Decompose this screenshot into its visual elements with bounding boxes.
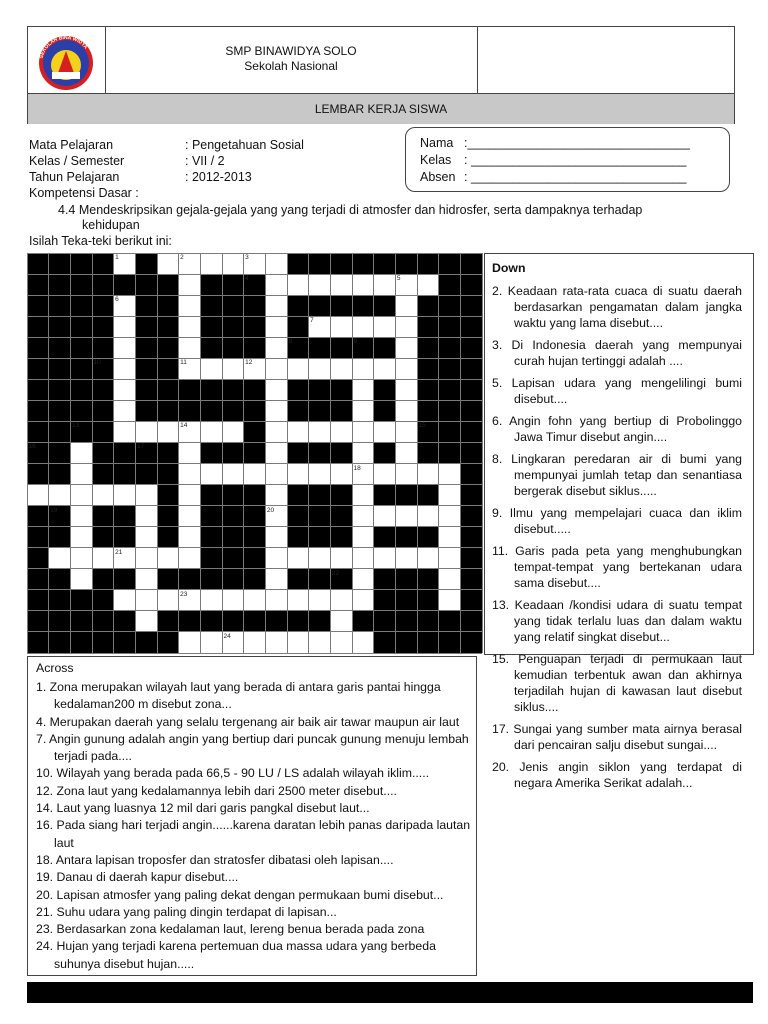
crossword-cell[interactable] (309, 421, 331, 442)
grid-line (330, 253, 331, 653)
crossword-cell[interactable] (49, 548, 71, 569)
grid-line (287, 253, 288, 653)
crossword-cell[interactable] (92, 548, 114, 569)
grid-line (27, 631, 482, 632)
crossword-cell[interactable] (114, 379, 136, 400)
crossword-cell[interactable] (49, 485, 71, 506)
absen-label: Absen (420, 170, 456, 184)
crossword-cell[interactable] (179, 632, 201, 653)
grid-line (395, 253, 396, 653)
crossword-cell[interactable] (179, 274, 201, 295)
crossword-cell[interactable] (265, 421, 287, 442)
down-clue: 13. Keadaan /kondisi udara di suatu tempat yang tidak terlalu luas dan dalam waktu yang relatif singkat disebut... (492, 598, 742, 644)
crossword-cell[interactable] (330, 632, 352, 653)
clue-number: 16 (28, 443, 36, 451)
year-value: : 2012-2013 (185, 170, 252, 184)
crossword-cell[interactable] (395, 295, 417, 316)
clue-number: 21 (115, 548, 123, 556)
footer-bar (27, 982, 753, 1003)
down-clue: 3. Di Indonesia daerah yang mempunyai curah hujan tertinggi adalah .... (492, 338, 742, 368)
grid-line (308, 253, 309, 653)
crossword-cell[interactable] (439, 506, 461, 527)
crossword-cell[interactable] (179, 506, 201, 527)
instruction: Isilah Teka-teki berikut ini: (29, 234, 172, 248)
clue-number: 24 (223, 632, 231, 640)
crossword-cell[interactable] (352, 527, 374, 548)
down-clue: 20. Jenis angin siklon yang terdapat di negara Amerika Serikat adalah... (492, 760, 742, 790)
crossword-cell[interactable] (395, 316, 417, 337)
clue-number: 17 (136, 443, 145, 451)
crossword-cell[interactable] (374, 421, 396, 442)
crossword-cell[interactable] (135, 421, 157, 442)
crossword-cell[interactable] (222, 590, 244, 611)
grid-line (265, 253, 266, 653)
crossword-cell[interactable] (395, 464, 417, 485)
crossword-cell[interactable] (374, 548, 396, 569)
crossword-cell[interactable] (395, 548, 417, 569)
across-title: Across (36, 661, 74, 675)
crossword-grid (27, 253, 482, 653)
crossword-cell[interactable] (330, 548, 352, 569)
crossword-cell[interactable] (70, 442, 92, 463)
grid-line (48, 253, 49, 653)
grid-line (482, 253, 483, 653)
school-subtitle: Sekolah Nasional (244, 59, 338, 73)
crossword-cell[interactable] (70, 485, 92, 506)
crossword-cell[interactable] (352, 485, 374, 506)
crossword-cell[interactable] (352, 379, 374, 400)
crossword-cell[interactable] (309, 632, 331, 653)
crossword-cell[interactable] (244, 632, 266, 653)
class-field[interactable]: : _______________________________ (464, 153, 687, 167)
crossword-cell[interactable] (439, 590, 461, 611)
crossword-cell[interactable] (265, 590, 287, 611)
crossword-cell[interactable] (265, 464, 287, 485)
class-value: : VII / 2 (185, 154, 225, 168)
crossword-cell[interactable] (439, 527, 461, 548)
crossword-cell[interactable] (70, 506, 92, 527)
clue-number: 4 (245, 275, 249, 283)
across-clue: 12. Zona laut yang kedalamannya lebih dari 2500 meter disebut.... (36, 783, 397, 798)
crossword-cell[interactable] (135, 611, 157, 632)
crossword-cell[interactable] (200, 421, 222, 442)
crossword-cell[interactable] (179, 464, 201, 485)
across-clue-list (36, 679, 472, 973)
crossword-cell[interactable] (135, 548, 157, 569)
crossword-cell[interactable] (222, 253, 244, 274)
name-field[interactable]: :________________________________ (464, 136, 690, 150)
kd-label: Kompetensi Dasar : (29, 186, 139, 200)
crossword-cell[interactable] (309, 590, 331, 611)
clue-number: 5 (396, 275, 401, 283)
crossword-cell[interactable] (309, 548, 331, 569)
crossword-cell[interactable] (179, 485, 201, 506)
crossword-cell[interactable] (135, 527, 157, 548)
crossword-cell[interactable] (352, 548, 374, 569)
crossword-cell[interactable] (179, 527, 201, 548)
grid-line (135, 253, 136, 653)
crossword-cell[interactable] (352, 590, 374, 611)
across-clues-box (27, 656, 477, 976)
crossword-cell[interactable] (352, 632, 374, 653)
crossword-cell[interactable] (265, 527, 287, 548)
grid-line (27, 610, 482, 611)
across-clue: 10. Wilayah yang berada pada 66,5 - 90 LU / LS adalah wilayah iklim..... (36, 766, 430, 781)
kd-text-continued: kehidupan (82, 218, 140, 232)
crossword-cell[interactable] (439, 485, 461, 506)
crossword-cell[interactable] (179, 295, 201, 316)
crossword-cell[interactable] (114, 358, 136, 379)
crossword-cell[interactable] (265, 569, 287, 590)
crossword-cell[interactable] (395, 506, 417, 527)
crossword-cell[interactable] (27, 485, 49, 506)
crossword-cell[interactable] (200, 590, 222, 611)
crossword-cell[interactable] (352, 400, 374, 421)
crossword-cell[interactable] (330, 274, 352, 295)
crossword-cell[interactable] (287, 632, 309, 653)
crossword-cell[interactable] (157, 590, 179, 611)
crossword-cell[interactable] (265, 400, 287, 421)
crossword-cell[interactable] (374, 506, 396, 527)
clue-number: 13 (71, 422, 80, 430)
crossword-cell[interactable] (157, 548, 179, 569)
down-clue: 5. Lapisan udara yang mengelilingi bumi disebut.... (492, 376, 742, 406)
crossword-cell[interactable] (374, 316, 396, 337)
grid-line (438, 253, 439, 653)
crossword-cell[interactable] (200, 358, 222, 379)
document-header (27, 26, 735, 124)
crossword-cell[interactable] (114, 337, 136, 358)
crossword-cell[interactable] (287, 358, 309, 379)
crossword-cell[interactable] (287, 274, 309, 295)
crossword-cell[interactable] (135, 485, 157, 506)
class-id-label: Kelas (420, 153, 452, 167)
crossword-cell[interactable] (135, 506, 157, 527)
clue-number: 20 (266, 506, 275, 514)
crossword-cell[interactable] (135, 569, 157, 590)
across-clue: 4. Merupakan daerah yang selalu tergenang air baik air tawar maupun air laut (36, 714, 460, 729)
grid-line (27, 253, 28, 653)
crossword-cell[interactable] (352, 274, 374, 295)
grid-line (352, 253, 353, 653)
crossword-cell[interactable] (330, 358, 352, 379)
grid-line (460, 253, 461, 653)
crossword-cell[interactable] (417, 464, 439, 485)
crossword-cell[interactable] (114, 590, 136, 611)
clue-number: 15 (418, 422, 426, 430)
across-clue: 18. Antara lapisan troposfer dan stratosfer dibatasi oleh lapisan.... (36, 852, 394, 867)
grid-line (113, 253, 114, 653)
clue-number: 8 (288, 338, 293, 346)
crossword-cell[interactable] (265, 253, 287, 274)
crossword-cell[interactable] (352, 316, 374, 337)
down-clue: 11. Garis pada peta yang menghubungkan tempat-tempat yang bertekanan udara sama disebut.... (492, 544, 742, 590)
crossword-cell[interactable] (265, 337, 287, 358)
crossword-cell[interactable] (287, 464, 309, 485)
grid-line (157, 253, 158, 653)
identity-box (405, 127, 730, 192)
grid-line (70, 253, 71, 653)
crossword-cell[interactable] (309, 274, 331, 295)
grid-line (200, 253, 201, 653)
crossword-cell[interactable] (114, 316, 136, 337)
crossword-cell[interactable] (200, 253, 222, 274)
grid-line (27, 316, 482, 317)
logo-cell (28, 27, 106, 93)
grid-line (27, 589, 482, 590)
crossword-cell[interactable] (70, 569, 92, 590)
grid-line (27, 253, 482, 254)
clue-number: 2 (180, 254, 184, 261)
crossword-cell[interactable] (265, 632, 287, 653)
crossword-cell[interactable] (157, 253, 179, 274)
crossword-cell[interactable] (352, 358, 374, 379)
down-clue: 17. Sungai yang sumber mata airnya berasal dari pencairan salju disebut sungai.... (492, 722, 742, 752)
clue-number: 3 (245, 254, 249, 261)
down-clue: 8. Lingkaran peredaran air di bumi yang mempunyai jumlah tetap dan senantiasa bergerak disebut siklus..... (492, 452, 742, 498)
across-clue: 14. Laut yang luasnya 12 mil dari garis pangkal disebut laut... (36, 801, 370, 816)
down-clue: 6. Angin fohn yang bertiup di Probolinggo Jawa Timur disebut angin.... (492, 414, 742, 444)
grid-line (27, 421, 482, 422)
grid-line (27, 463, 482, 464)
crossword-cell[interactable] (222, 421, 244, 442)
crossword-cell[interactable] (395, 421, 417, 442)
grid-line (27, 484, 482, 485)
crossword-cell[interactable] (222, 358, 244, 379)
clue-number: 12 (245, 359, 253, 367)
crossword-cell[interactable] (200, 464, 222, 485)
crossword-cell[interactable] (265, 485, 287, 506)
across-clue: 23. Berdasarkan zona kedalaman laut, lereng benua berada pada zona (36, 922, 425, 937)
crossword-cell[interactable] (157, 421, 179, 442)
grid-line (92, 253, 93, 653)
down-clue: 15. Penguapan terjadi di permukaan laut kemudian terbentuk awan dan akhirnya terjadilah hujan di kawasan laut disebut siklus.... (492, 652, 742, 714)
crossword-cell[interactable] (374, 358, 396, 379)
crossword-cell[interactable] (309, 358, 331, 379)
crossword-cell[interactable] (265, 548, 287, 569)
crossword-cell[interactable] (439, 464, 461, 485)
school-title-cell (105, 27, 478, 93)
clue-number: 18 (353, 464, 361, 472)
crossword-cell[interactable] (179, 548, 201, 569)
class-label: Kelas / Semester (29, 154, 125, 168)
crossword-cell[interactable] (395, 400, 417, 421)
down-clue-list (492, 283, 742, 797)
crossword-cell[interactable] (287, 421, 309, 442)
clue-number: 7 (310, 317, 314, 325)
across-clue: 16. Pada siang hari terjadi angin......karena daratan lebih panas daripada lautan laut (36, 818, 471, 850)
kd-text: 4.4 Mendeskripsikan gejala-gejala yang yang terjadi di atmosfer dan hidrosfer, serta dampaknya terhadap (58, 203, 643, 217)
clue-number: 11 (180, 359, 187, 367)
crossword-cell[interactable] (330, 316, 352, 337)
crossword-cell[interactable] (352, 569, 374, 590)
crossword-cell[interactable] (352, 506, 374, 527)
grid-line (27, 400, 482, 401)
clue-number: 22 (331, 569, 340, 577)
subject-label: Mata Pelajaran (29, 138, 114, 152)
clue-number: 1 (115, 254, 119, 261)
sheet-title: LEMBAR KERJA SISWA (28, 93, 734, 124)
crossword-cell[interactable] (417, 274, 439, 295)
crossword-cell[interactable] (70, 464, 92, 485)
name-label: Nama (420, 136, 454, 150)
crossword-cell[interactable] (114, 485, 136, 506)
crossword-cell[interactable] (179, 316, 201, 337)
crossword-cell[interactable] (70, 527, 92, 548)
grid-line (27, 379, 482, 380)
crossword-cell[interactable] (395, 379, 417, 400)
down-title: Down (492, 261, 526, 275)
grid-line (27, 547, 482, 548)
across-clue: 24. Hujan yang terjadi karena pertemuan dua massa udara yang berbeda suhunya disebut hujan..... (36, 939, 436, 971)
grid-line (27, 526, 482, 527)
clue-number: 14 (180, 422, 188, 430)
crossword-cell[interactable] (287, 590, 309, 611)
crossword-cell[interactable] (244, 590, 266, 611)
grid-line (373, 253, 374, 653)
crossword-cell[interactable] (265, 442, 287, 463)
crossword-cell[interactable] (200, 632, 222, 653)
crossword-cell[interactable] (330, 421, 352, 442)
crossword-cell[interactable] (114, 421, 136, 442)
crossword-cell[interactable] (222, 464, 244, 485)
crossword-cell[interactable] (265, 316, 287, 337)
crossword-cell[interactable] (309, 464, 331, 485)
school-logo (28, 27, 105, 93)
crossword-cell[interactable] (330, 611, 352, 632)
info-block (29, 138, 409, 198)
crossword-cell[interactable] (374, 464, 396, 485)
crossword-cell[interactable] (395, 442, 417, 463)
grid-line (27, 274, 482, 275)
crossword-cell[interactable] (439, 569, 461, 590)
grid-line (417, 253, 418, 653)
grid-line (27, 442, 482, 443)
school-name: SMP BINAWIDYA SOLO (225, 44, 357, 58)
grid-line (178, 253, 179, 653)
crossword-cell[interactable] (265, 358, 287, 379)
crossword-cell[interactable] (352, 442, 374, 463)
crossword-cell[interactable] (92, 485, 114, 506)
crossword-cell[interactable] (287, 548, 309, 569)
clue-number: 10 (93, 359, 101, 367)
year-label: Tahun Pelajaran (29, 170, 120, 184)
across-clue: 20. Lapisan atmosfer yang paling dekat dengan permukaan bumi disebut... (36, 887, 444, 902)
crossword-cell[interactable] (265, 295, 287, 316)
clue-number: 23 (180, 590, 188, 598)
crossword-cell[interactable] (114, 400, 136, 421)
clue-number: 19 (50, 506, 58, 514)
subject-value: : Pengetahuan Sosial (185, 138, 304, 152)
crossword-cell[interactable] (244, 464, 266, 485)
down-clues-box (484, 253, 754, 790)
down-clue: 9. Ilmu yang mempelajari cuaca dan iklim disebut..... (492, 506, 742, 536)
crossword-cell[interactable] (395, 337, 417, 358)
crossword-cell[interactable] (265, 274, 287, 295)
grid-line (243, 253, 244, 653)
grid-line (27, 505, 482, 506)
crossword-cell[interactable] (330, 464, 352, 485)
absen-field[interactable]: : _______________________________ (464, 170, 687, 184)
across-clue: 21. Suhu udara yang paling dingin terdapat di lapisan... (36, 904, 337, 919)
across-clue: 1. Zona merupakan wilayah laut yang berada di antara garis pantai hingga kedalaman200 m disebut zona... (36, 680, 441, 712)
grid-line (27, 653, 482, 654)
crossword-cell[interactable] (135, 590, 157, 611)
clue-number: 6 (115, 296, 119, 304)
crossword-cell[interactable] (352, 421, 374, 442)
clue-number: 9 (353, 338, 358, 346)
across-clue: 19. Danau di daerah kapur disebut.... (36, 870, 239, 885)
crossword-cell[interactable] (417, 506, 439, 527)
crossword-cell[interactable] (439, 548, 461, 569)
logo-text: SEKOLAH BINA WIDYA (38, 34, 89, 60)
crossword-cell[interactable] (395, 358, 417, 379)
grid-line (27, 295, 482, 296)
down-clue: 2. Keadaan rata-rata cuaca di suatu daerah berdasarkan pengamatan dalam jangka waktu yang lama disebut.... (492, 284, 742, 330)
grid-line (27, 568, 482, 569)
crossword-cell[interactable] (179, 442, 201, 463)
crossword-cell[interactable] (374, 274, 396, 295)
grid-line (27, 337, 482, 338)
crossword-cell[interactable] (70, 548, 92, 569)
crossword-cell[interactable] (265, 379, 287, 400)
grid-line (222, 253, 223, 653)
crossword-cell[interactable] (417, 548, 439, 569)
crossword-cell[interactable] (330, 590, 352, 611)
crossword-cell[interactable] (179, 337, 201, 358)
across-clue: 7. Angin gunung adalah angin yang bertiup dari puncak gunung menuju lembah terjadi pada.... (36, 731, 469, 764)
